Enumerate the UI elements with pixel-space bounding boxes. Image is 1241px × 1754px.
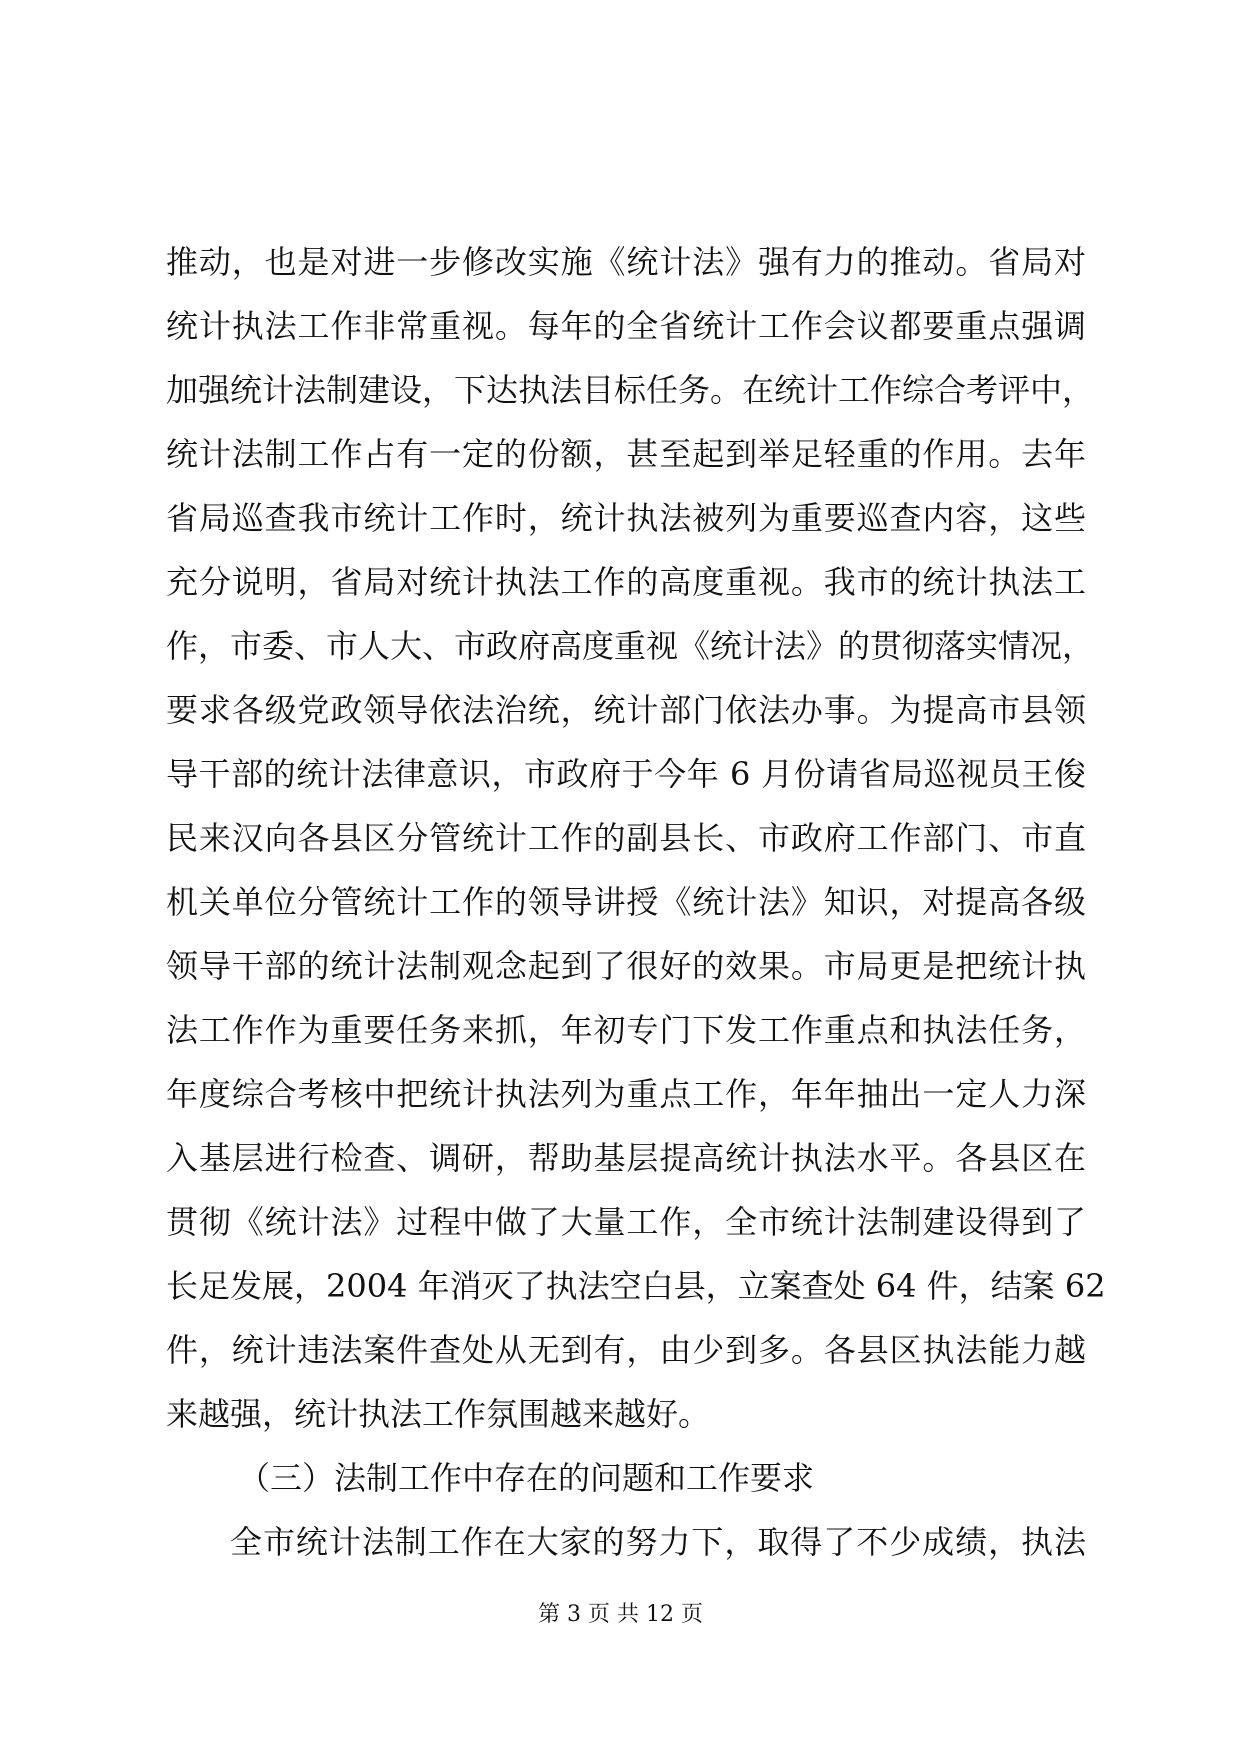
text-line: 入基层进行检查、调研，帮助基层提高统计执法水平。各县区在 [166,1139,1086,1177]
text-line: 要求各级党政领导依法治统，统计部门依法办事。为提高市县领 [166,691,1086,729]
text-line: 统计执法工作非常重视。每年的全省统计工作会议都要重点强调 [166,307,1086,345]
text-line: 作，市委、市人大、市政府高度重视《统计法》的贯彻落实情况， [166,627,1095,665]
section-heading: （三）法制工作中存在的问题和工作要求 [238,1459,815,1497]
body-text [166,230,1106,1574]
page-number-footer: 第 3 页 共 12 页 [538,1602,703,1627]
text-line: 领导干部的统计法制观念起到了很好的效果。市局更是把统计执 [166,947,1086,985]
text-line: 导干部的统计法律意识，市政府于今年 6 月份请省局巡视员王俊 [166,755,1086,793]
text-line: 机关单位分管统计工作的领导讲授《统计法》知识，对提高各级 [166,883,1086,921]
text-line: 充分说明，省局对统计执法工作的高度重视。我市的统计执法工 [166,563,1086,601]
text-line: 件，统计违法案件查处从无到有，由少到多。各县区执法能力越 [166,1331,1086,1369]
text-line: 推动，也是对进一步修改实施《统计法》强有力的推动。省局对 [166,243,1086,281]
text-line: 法工作作为重要任务来抓，年初专门下发工作重点和执法任务， [166,1011,1086,1049]
text-line: 长足发展，2004 年消灭了执法空白县，立案查处 64 件，结案 62 [166,1267,1106,1305]
text-line: 民来汉向各县区分管统计工作的副县长、市政府工作部门、市直 [166,819,1086,857]
paragraph-first-line: 全市统计法制工作在大家的努力下，取得了不少成绩，执法 [230,1523,1086,1561]
text-line-paragraph-end: 来越强，统计执法工作氛围越来越好。 [166,1395,711,1433]
text-line: 统计法制工作占有一定的份额，甚至起到举足轻重的作用。去年 [166,435,1086,473]
text-line: 年度综合考核中把统计执法列为重点工作，年年抽出一定人力深 [166,1075,1086,1113]
text-line: 加强统计法制建设，下达执法目标任务。在统计工作综合考评中， [166,371,1095,409]
text-line: 贯彻《统计法》过程中做了大量工作，全市统计法制建设得到了 [166,1203,1086,1241]
text-line: 省局巡查我市统计工作时，统计执法被列为重要巡查内容，这些 [166,499,1086,537]
